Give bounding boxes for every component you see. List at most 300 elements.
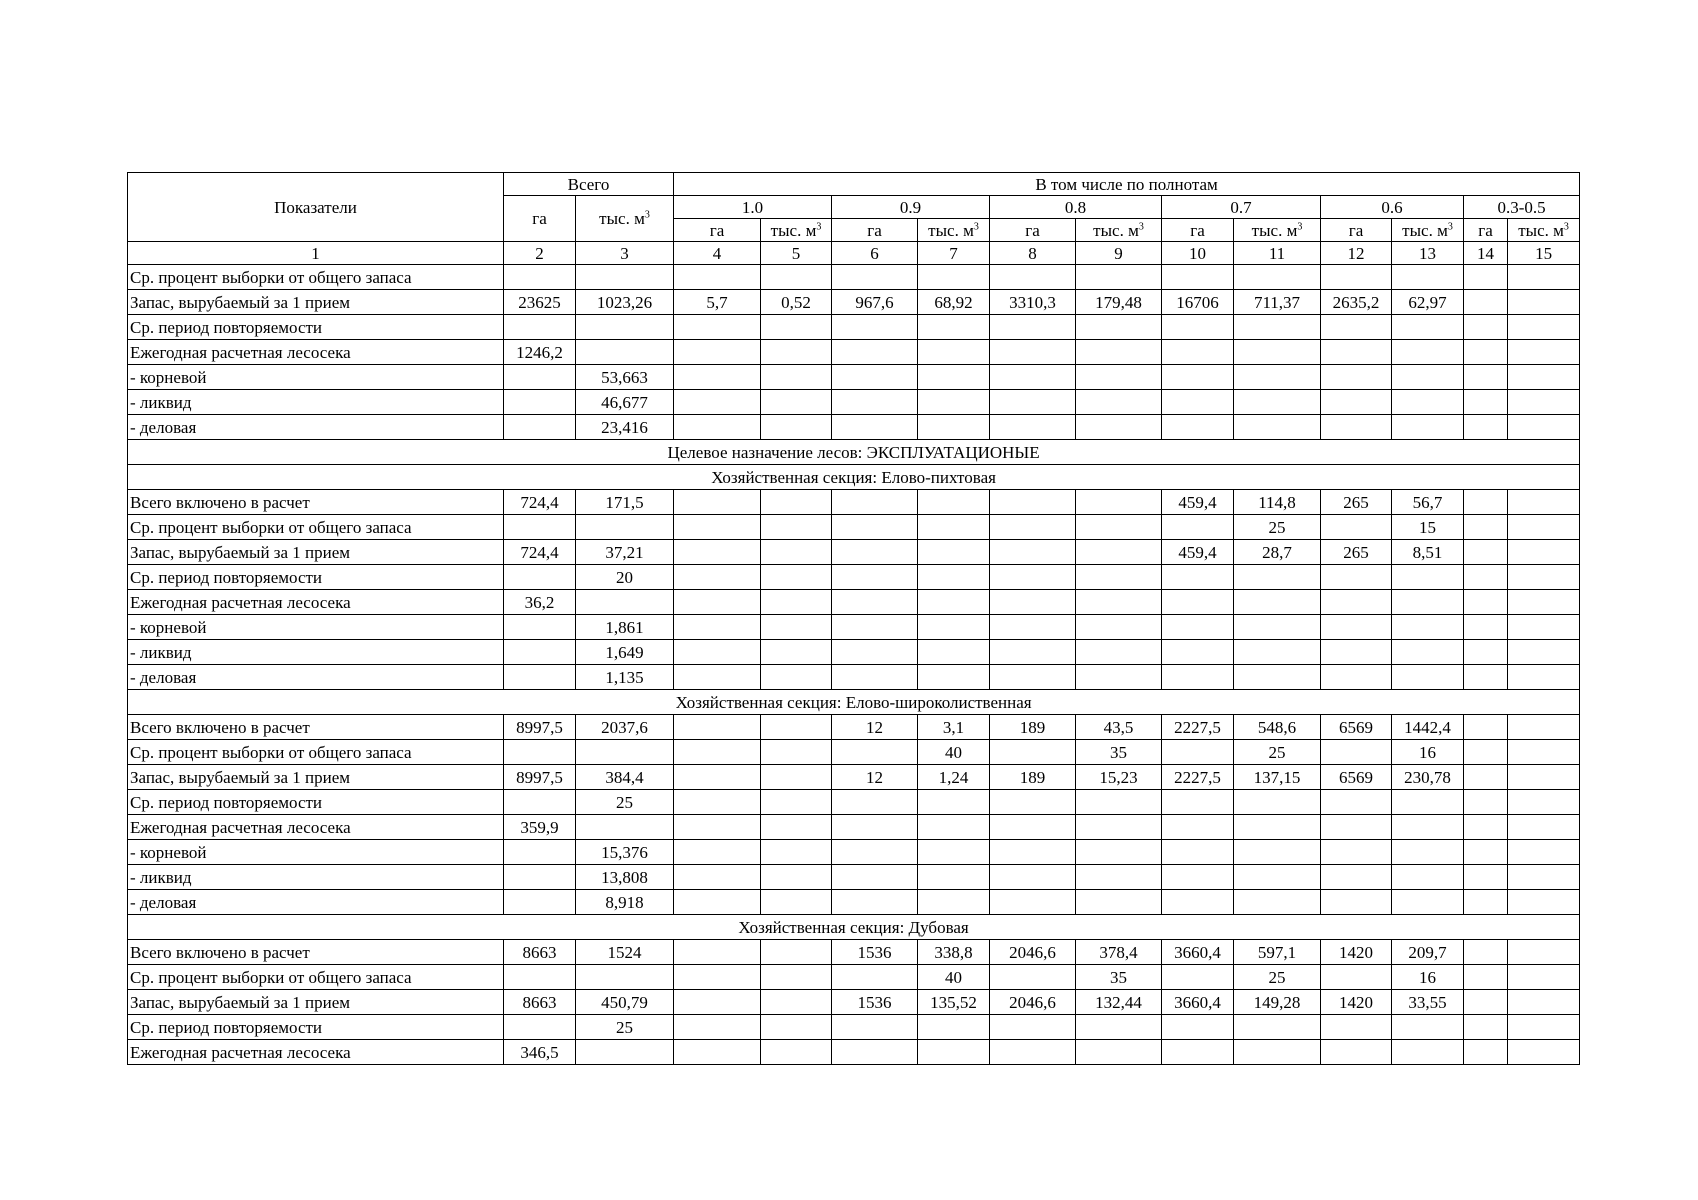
table-cell: 1,861 (576, 615, 674, 640)
table-cell (1076, 615, 1162, 640)
section-row (128, 690, 1580, 715)
table-cell: 25 (1234, 740, 1321, 765)
table-cell (1162, 890, 1234, 915)
table-cell (761, 965, 832, 990)
table-cell (761, 890, 832, 915)
table-cell (990, 740, 1076, 765)
table-cell (1076, 1040, 1162, 1065)
table-cell (918, 315, 990, 340)
table-cell (918, 265, 990, 290)
table-cell (832, 590, 918, 615)
unit-thousand-m3: тыс. $м^3$ (1392, 219, 1464, 242)
table-cell (674, 865, 761, 890)
table-cell (1321, 790, 1392, 815)
table-cell (1392, 415, 1464, 440)
column-number: 8 (990, 242, 1076, 265)
table-cell (1321, 615, 1392, 640)
table-cell (990, 415, 1076, 440)
table-cell (504, 565, 576, 590)
table-cell (918, 565, 990, 590)
column-number: 2 (504, 242, 576, 265)
column-number: 7 (918, 242, 990, 265)
table-cell: 56,7 (1392, 490, 1464, 515)
table-cell (504, 615, 576, 640)
table-row (128, 665, 1580, 690)
table-cell (1464, 965, 1508, 990)
column-number: 4 (674, 242, 761, 265)
table-cell (1076, 815, 1162, 840)
row-label: Ср. процент выборки от общего запаса (128, 265, 504, 290)
table-cell (1076, 565, 1162, 590)
row-label: - ликвид (128, 390, 504, 415)
table-cell: 35 (1076, 965, 1162, 990)
table-cell: 114,8 (1234, 490, 1321, 515)
table-cell: 25 (576, 790, 674, 815)
header-total-thousand-m3: тыс. $м^3$ (576, 196, 674, 242)
table-cell (1162, 665, 1234, 690)
column-number: 9 (1076, 242, 1162, 265)
table-cell (1234, 665, 1321, 690)
table-cell: 15,23 (1076, 765, 1162, 790)
table-cell (1234, 365, 1321, 390)
unit-ha: га (1464, 219, 1508, 242)
table-cell (832, 840, 918, 865)
table-cell (1234, 415, 1321, 440)
table-cell (990, 390, 1076, 415)
table-cell (504, 890, 576, 915)
row-label: Ежегодная расчетная лесосека (128, 1040, 504, 1065)
table-cell (1392, 640, 1464, 665)
table-cell (761, 565, 832, 590)
table-cell (1321, 740, 1392, 765)
table-cell (1508, 265, 1580, 290)
table-cell (1234, 1040, 1321, 1065)
table-cell (504, 790, 576, 815)
table-cell (1464, 765, 1508, 790)
table-cell (1464, 715, 1508, 740)
table-cell: 2227,5 (1162, 765, 1234, 790)
unit-thousand-m3: тыс. $м^3$ (1234, 219, 1321, 242)
density-group-0-9: 0.9 (832, 196, 990, 219)
section-title: Целевое назначение лесов: ЭКСПЛУАТАЦИОНЫЕ (128, 440, 1580, 465)
table-cell (1162, 965, 1234, 990)
table-cell (1508, 490, 1580, 515)
table-cell (990, 1015, 1076, 1040)
table-row (128, 340, 1580, 365)
column-number: 11 (1234, 242, 1321, 265)
table-cell (1076, 490, 1162, 515)
table-cell (1464, 815, 1508, 840)
table-cell (1162, 840, 1234, 865)
table-cell: 378,4 (1076, 940, 1162, 965)
table-cell (674, 840, 761, 865)
row-label: Запас, вырубаемый за 1 прием (128, 540, 504, 565)
section-row (128, 440, 1580, 465)
table-cell (504, 265, 576, 290)
table-cell: 1,135 (576, 665, 674, 690)
table-cell (761, 815, 832, 840)
table-cell (1464, 840, 1508, 865)
table-cell (1076, 1015, 1162, 1040)
table-cell (1464, 390, 1508, 415)
unit-ha: га (1162, 219, 1234, 242)
table-cell (990, 315, 1076, 340)
table-cell (990, 365, 1076, 390)
table-cell: 15,376 (576, 840, 674, 865)
table-cell (1464, 740, 1508, 765)
table-cell (1162, 265, 1234, 290)
table-cell (832, 415, 918, 440)
table-row (128, 365, 1580, 390)
table-cell (576, 740, 674, 765)
table-cell: 20 (576, 565, 674, 590)
table-cell: 459,4 (1162, 540, 1234, 565)
table-row (128, 790, 1580, 815)
table-cell: 209,7 (1392, 940, 1464, 965)
row-label: Ср. период повторяемости (128, 1015, 504, 1040)
table-cell (990, 265, 1076, 290)
column-number: 3 (576, 242, 674, 265)
table-cell (1321, 415, 1392, 440)
column-number: 15 (1508, 242, 1580, 265)
table-cell (1508, 290, 1580, 315)
table-cell (1321, 315, 1392, 340)
table-cell (761, 365, 832, 390)
table-cell (1321, 1015, 1392, 1040)
table-cell (1234, 640, 1321, 665)
table-cell (1392, 390, 1464, 415)
table-cell: 2046,6 (990, 940, 1076, 965)
table-cell (1234, 790, 1321, 815)
table-cell (504, 665, 576, 690)
table-cell (761, 590, 832, 615)
table-cell (1464, 640, 1508, 665)
table-cell (1464, 565, 1508, 590)
table-cell (918, 865, 990, 890)
table-cell (1076, 590, 1162, 615)
table-cell (576, 815, 674, 840)
table-cell (1321, 265, 1392, 290)
unit-thousand-m3: тыс. $м^3$ (1508, 219, 1580, 242)
table-cell (674, 615, 761, 640)
table-cell (1508, 1015, 1580, 1040)
table-cell (761, 865, 832, 890)
table-cell (990, 865, 1076, 890)
table-cell (990, 615, 1076, 640)
table-cell: 25 (1234, 965, 1321, 990)
table-row (128, 815, 1580, 840)
unit-ha: га (1321, 219, 1392, 242)
table-cell (832, 1015, 918, 1040)
density-group-0-6: 0.6 (1321, 196, 1464, 219)
row-label: - ликвид (128, 865, 504, 890)
table-cell: 68,92 (918, 290, 990, 315)
row-label: Запас, вырубаемый за 1 прием (128, 990, 504, 1015)
row-label: Ср. период повторяемости (128, 315, 504, 340)
row-label: Ежегодная расчетная лесосека (128, 340, 504, 365)
table-cell (1464, 790, 1508, 815)
table-row (128, 290, 1580, 315)
table-cell (761, 1015, 832, 1040)
table-cell (761, 940, 832, 965)
table-cell (1162, 340, 1234, 365)
table-cell: 5,7 (674, 290, 761, 315)
table-cell (1464, 940, 1508, 965)
density-group-0-8: 0.8 (990, 196, 1162, 219)
table-cell (1508, 715, 1580, 740)
table-cell: 8,918 (576, 890, 674, 915)
table-cell: 1420 (1321, 940, 1392, 965)
table-cell (1464, 890, 1508, 915)
table-cell (1392, 1015, 1464, 1040)
table-cell: 8,51 (1392, 540, 1464, 565)
table-cell (504, 640, 576, 665)
table-cell (761, 765, 832, 790)
row-label: Ср. процент выборки от общего запаса (128, 740, 504, 765)
unit-ha: га (674, 219, 761, 242)
table-cell (1076, 890, 1162, 915)
table-cell (1321, 565, 1392, 590)
table-cell (576, 1040, 674, 1065)
table-cell: 137,15 (1234, 765, 1321, 790)
table-cell (1234, 1015, 1321, 1040)
table-cell (1392, 1040, 1464, 1065)
table-cell (504, 840, 576, 865)
table-cell (1076, 340, 1162, 365)
table-cell (1076, 265, 1162, 290)
table-cell (1162, 415, 1234, 440)
table-row (128, 265, 1580, 290)
header-total-ha: га (504, 196, 576, 242)
table-cell (674, 515, 761, 540)
table-cell (1464, 615, 1508, 640)
row-label: - деловая (128, 415, 504, 440)
table-cell (1392, 665, 1464, 690)
unit-thousand-m3: тыс. $м^3$ (918, 219, 990, 242)
table-row (128, 840, 1580, 865)
table-cell (918, 640, 990, 665)
table-cell (1076, 315, 1162, 340)
table-cell (1392, 615, 1464, 640)
table-cell (918, 390, 990, 415)
table-cell (1464, 365, 1508, 390)
row-label: Всего включено в расчет (128, 715, 504, 740)
table-row (128, 740, 1580, 765)
table-cell (1508, 515, 1580, 540)
table-cell (761, 840, 832, 865)
column-number: 5 (761, 242, 832, 265)
header-row-1 (128, 173, 1580, 196)
table-cell (504, 390, 576, 415)
table-cell: 179,48 (1076, 290, 1162, 315)
column-number: 1 (128, 242, 504, 265)
table-cell (1234, 865, 1321, 890)
row-label: Ежегодная расчетная лесосека (128, 815, 504, 840)
table-cell (761, 490, 832, 515)
table-cell: 6569 (1321, 765, 1392, 790)
row-label: Ср. процент выборки от общего запаса (128, 965, 504, 990)
table-cell (674, 940, 761, 965)
table-cell (504, 865, 576, 890)
table-cell: 3660,4 (1162, 940, 1234, 965)
table-row (128, 315, 1580, 340)
table-cell (918, 515, 990, 540)
table-cell (761, 790, 832, 815)
unit-ha: га (832, 219, 918, 242)
table-cell: 8663 (504, 940, 576, 965)
table-cell: 1,24 (918, 765, 990, 790)
table-cell: 23625 (504, 290, 576, 315)
table-cell (918, 840, 990, 865)
table-cell (1162, 590, 1234, 615)
table-cell: 28,7 (1234, 540, 1321, 565)
row-label: - ликвид (128, 640, 504, 665)
section-row (128, 915, 1580, 940)
table-cell (918, 815, 990, 840)
table-cell (990, 590, 1076, 615)
table-cell (674, 415, 761, 440)
table-cell: 265 (1321, 490, 1392, 515)
table-cell (504, 1015, 576, 1040)
table-cell: 1420 (1321, 990, 1392, 1015)
table-cell (1162, 815, 1234, 840)
table-cell (761, 990, 832, 1015)
table-cell: 12 (832, 715, 918, 740)
table-cell (674, 965, 761, 990)
table-cell (1076, 515, 1162, 540)
table-cell (576, 340, 674, 365)
unit-thousand-m3: тыс. $м^3$ (1076, 219, 1162, 242)
table-cell (674, 990, 761, 1015)
density-group-0-3-0-5: 0.3-0.5 (1464, 196, 1580, 219)
table-cell (832, 615, 918, 640)
column-number-row (128, 242, 1580, 265)
table-row (128, 540, 1580, 565)
table-cell: 16 (1392, 965, 1464, 990)
table-cell (990, 890, 1076, 915)
table-cell: 1536 (832, 990, 918, 1015)
table-cell: 189 (990, 715, 1076, 740)
row-label: Ежегодная расчетная лесосека (128, 590, 504, 615)
table-cell: 1,649 (576, 640, 674, 665)
row-label: Всего включено в расчет (128, 490, 504, 515)
table-cell (1464, 590, 1508, 615)
table-row (128, 565, 1580, 590)
table-cell (832, 540, 918, 565)
table-cell (1321, 515, 1392, 540)
table-cell (1464, 490, 1508, 515)
table-cell (674, 640, 761, 665)
table-cell (674, 665, 761, 690)
table-cell (1076, 540, 1162, 565)
table-cell (1234, 815, 1321, 840)
table-cell: 724,4 (504, 540, 576, 565)
table-cell (1508, 965, 1580, 990)
table-cell: 40 (918, 740, 990, 765)
table-cell: 43,5 (1076, 715, 1162, 740)
table-cell (1464, 1040, 1508, 1065)
table-cell (504, 315, 576, 340)
table-cell (832, 390, 918, 415)
table-cell: 33,55 (1392, 990, 1464, 1015)
table-cell: 132,44 (1076, 990, 1162, 1015)
table-cell (1392, 265, 1464, 290)
table-cell (1162, 640, 1234, 665)
row-label: - деловая (128, 890, 504, 915)
table-cell (1392, 315, 1464, 340)
row-label: - корневой (128, 365, 504, 390)
table-cell (1162, 390, 1234, 415)
table-cell: 35 (1076, 740, 1162, 765)
table-cell (1162, 1040, 1234, 1065)
row-label: Ср. период повторяемости (128, 565, 504, 590)
table-cell: 265 (1321, 540, 1392, 565)
table-cell (1508, 640, 1580, 665)
table-cell (1392, 840, 1464, 865)
unit-thousand-m3: тыс. $м^3$ (761, 219, 832, 242)
table-cell (1321, 865, 1392, 890)
header-by-density: В том числе по полнотам (674, 173, 1580, 196)
density-group-1-0: 1.0 (674, 196, 832, 219)
table-cell (1392, 365, 1464, 390)
table-row (128, 390, 1580, 415)
header-total: Всего (504, 173, 674, 196)
table-cell: 548,6 (1234, 715, 1321, 740)
table-cell (1508, 665, 1580, 690)
table-row (128, 865, 1580, 890)
table-cell: 12 (832, 765, 918, 790)
table-cell (1162, 740, 1234, 765)
table-row (128, 1015, 1580, 1040)
table-cell (674, 790, 761, 815)
section-title: Хозяйственная секция: Елово-широколиственная (128, 690, 1580, 715)
table-cell: 25 (1234, 515, 1321, 540)
table-cell (1392, 590, 1464, 615)
forest-harvest-table (127, 172, 1580, 1065)
table-cell (1508, 615, 1580, 640)
table-cell (1508, 790, 1580, 815)
table-cell: 3,1 (918, 715, 990, 740)
column-number: 12 (1321, 242, 1392, 265)
table-row (128, 990, 1580, 1015)
row-label: - корневой (128, 840, 504, 865)
table-cell: 8997,5 (504, 765, 576, 790)
table-cell: 3660,4 (1162, 990, 1234, 1015)
table-cell (576, 515, 674, 540)
table-cell (1076, 415, 1162, 440)
table-cell (674, 390, 761, 415)
table-cell: 1536 (832, 940, 918, 965)
table-cell (832, 640, 918, 665)
table-cell (674, 740, 761, 765)
table-cell: 15 (1392, 515, 1464, 540)
table-cell (918, 415, 990, 440)
table-cell: 2227,5 (1162, 715, 1234, 740)
table-cell (1162, 1015, 1234, 1040)
table-cell (990, 340, 1076, 365)
table-cell: 1442,4 (1392, 715, 1464, 740)
table-cell (1162, 790, 1234, 815)
table-row (128, 965, 1580, 990)
table-cell (1392, 815, 1464, 840)
table-cell: 359,9 (504, 815, 576, 840)
table-cell (674, 715, 761, 740)
table-cell (674, 365, 761, 390)
table-cell: 40 (918, 965, 990, 990)
column-number: 10 (1162, 242, 1234, 265)
table-cell (1234, 590, 1321, 615)
table-cell (918, 540, 990, 565)
